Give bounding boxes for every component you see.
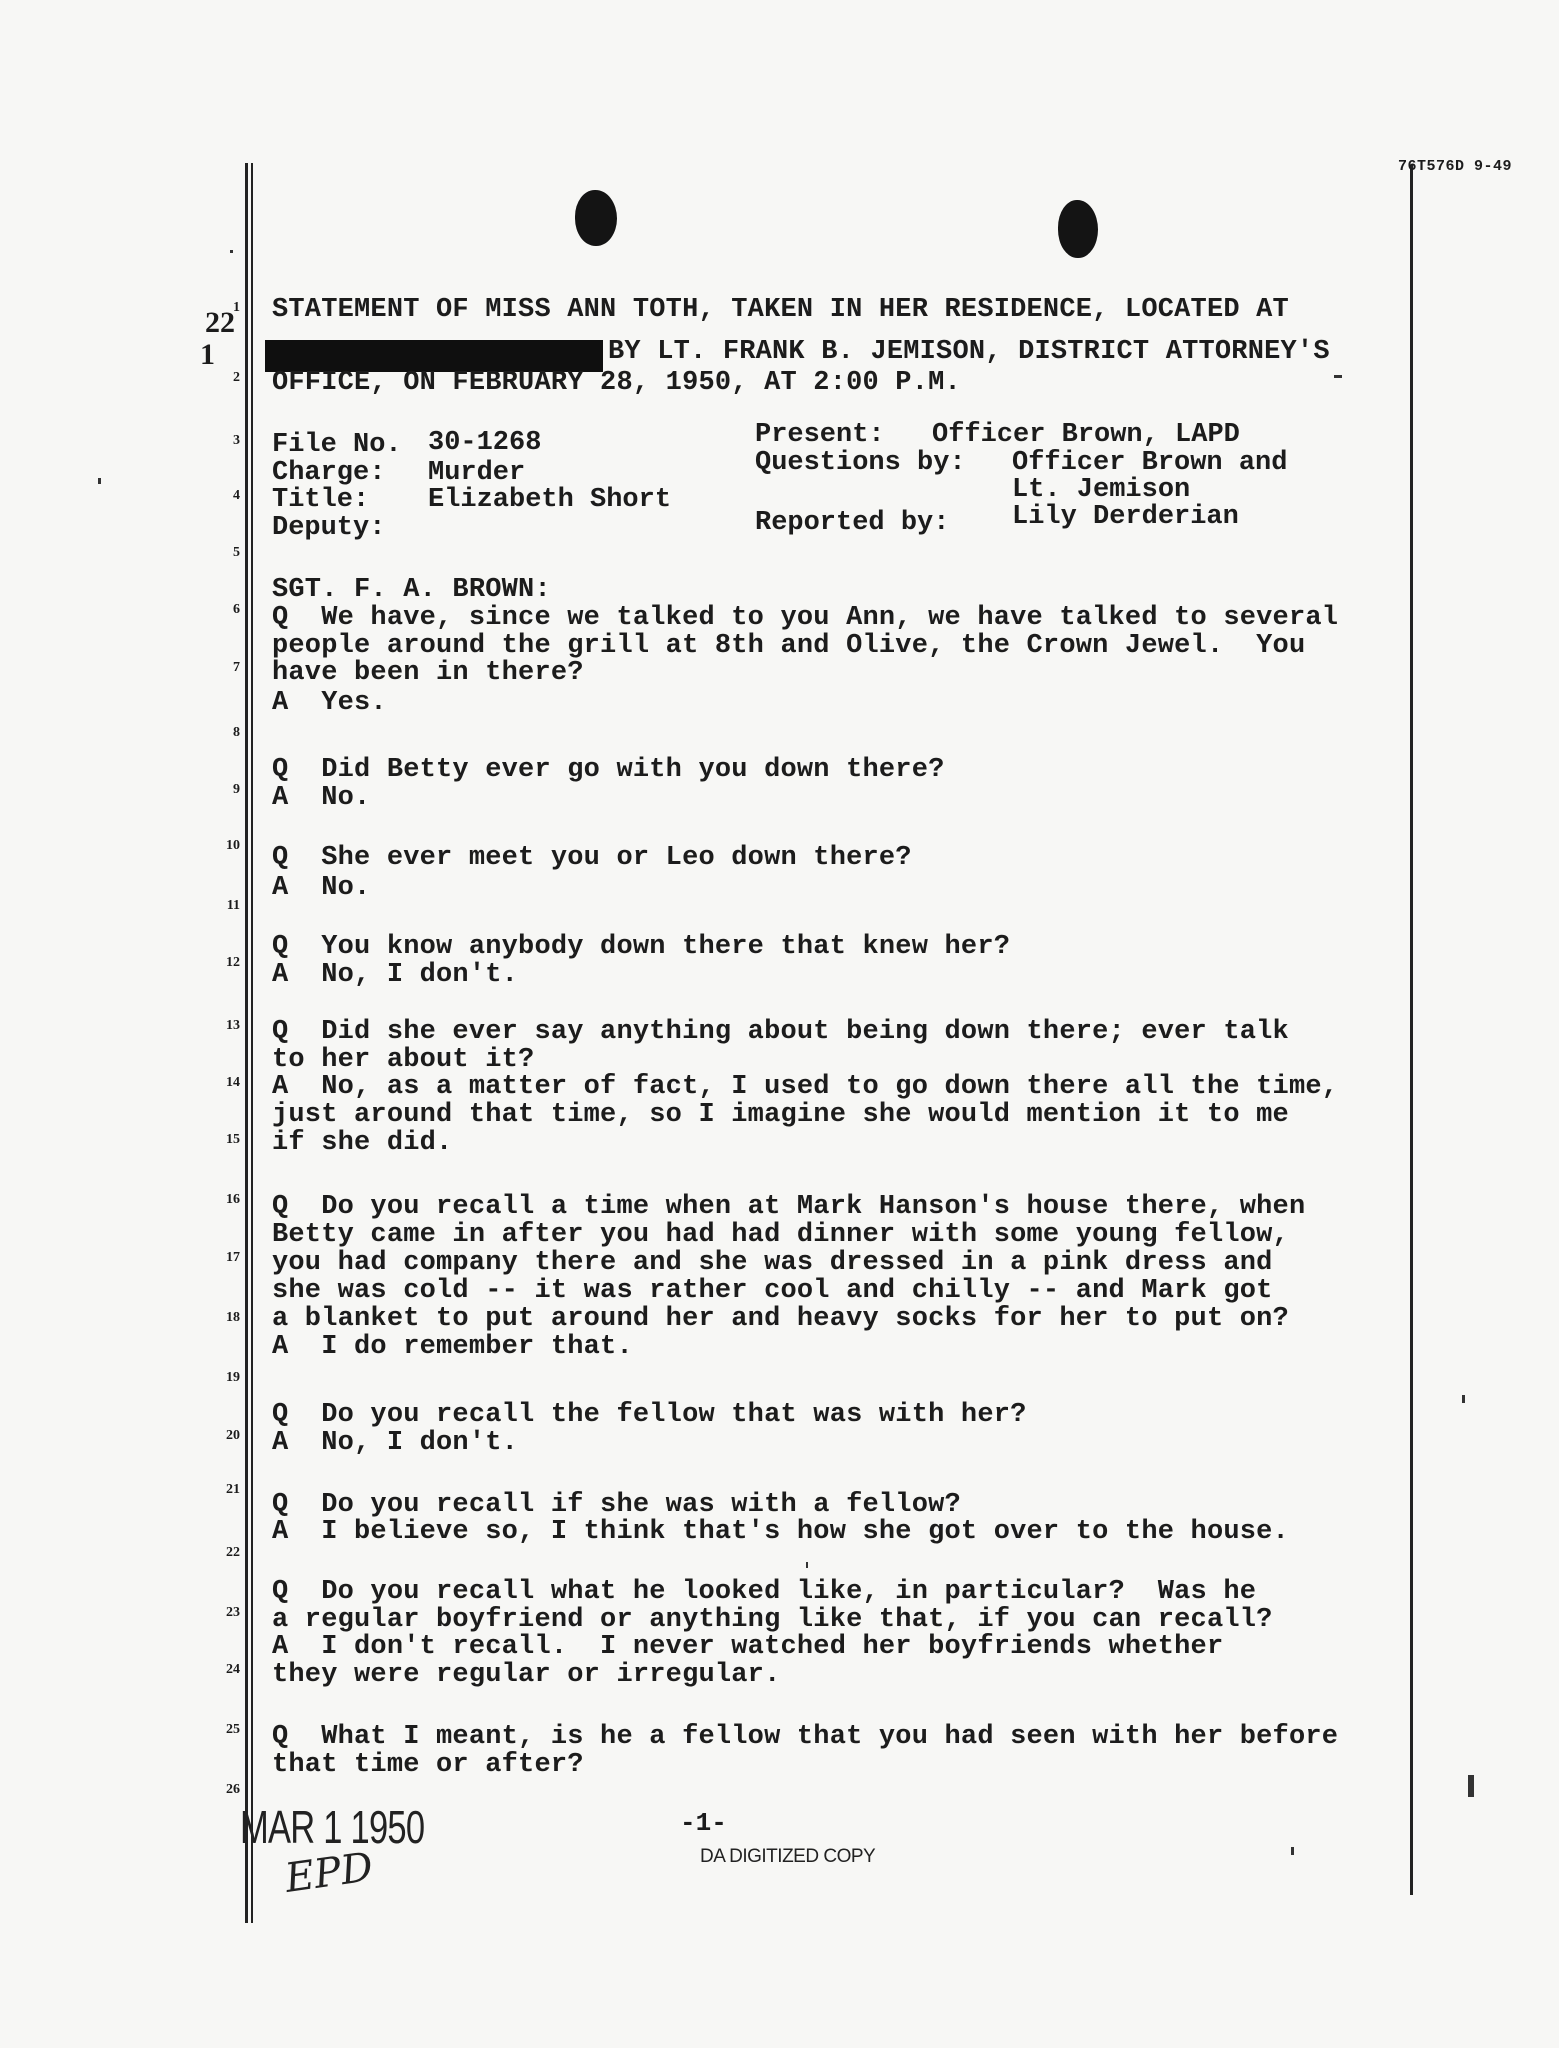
line-number: 19 <box>226 1370 240 1385</box>
header-line-2: BY LT. FRANK B. JEMISON, DISTRICT ATTORNEY'S <box>608 337 1330 367</box>
transcript-line: Q Did she ever say anything about being down there; ever talk <box>272 1017 1289 1047</box>
transcript-line: Q What I meant, is he a fellow that you had seen with her before <box>272 1722 1339 1752</box>
line-number: 16 <box>226 1192 240 1207</box>
charge-value: Murder <box>428 458 526 488</box>
transcript-line: A Yes. <box>272 688 387 718</box>
line-number: 9 <box>233 782 240 797</box>
transcript-line: Betty came in after you had had dinner with some young fellow, <box>272 1220 1289 1250</box>
transcript-line: if she did. <box>272 1128 453 1158</box>
line-number: 21 <box>226 1482 240 1497</box>
transcript-line: A I do remember that. <box>272 1332 633 1362</box>
title-label: Title: <box>272 485 370 515</box>
line-number: 15 <box>226 1132 240 1147</box>
line-number: 18 <box>226 1310 240 1325</box>
transcript-line: A No. <box>272 873 371 903</box>
line-number: 11 <box>226 898 240 913</box>
header-line-1: STATEMENT OF MISS ANN TOTH, TAKEN IN HER RESIDENCE, LOCATED AT <box>272 295 1289 325</box>
transcript-line: Q Did Betty ever go with you down there? <box>272 755 945 785</box>
transcript-line: Q You know anybody down there that knew her? <box>272 932 1011 962</box>
handwritten-initials: EPD <box>282 1844 376 1902</box>
line-number: 23 <box>226 1605 240 1620</box>
page-mark-bottom: 1 <box>200 338 215 371</box>
charge-label: Charge: <box>272 458 386 488</box>
line-number: 5 <box>233 545 240 560</box>
scan-speck <box>1468 1775 1474 1797</box>
transcript-line: that time or after? <box>272 1750 584 1780</box>
line-number: 25 <box>226 1722 240 1737</box>
transcript-line: to her about it? <box>272 1045 535 1075</box>
scan-speck <box>98 478 101 484</box>
questions-value-2: Lt. Jemison <box>1012 475 1191 505</box>
header-line-3: OFFICE, ON FEBRUARY 28, 1950, AT 2:00 P.M. <box>272 368 961 398</box>
title-value: Elizabeth Short <box>428 485 672 515</box>
transcript-line: A No, I don't. <box>272 960 519 990</box>
line-number: 12 <box>226 955 240 970</box>
scan-speck <box>1291 1847 1294 1855</box>
line-number: 1 <box>233 300 240 315</box>
transcript-line: have been in there? <box>272 658 584 688</box>
line-number: 2 <box>233 370 240 385</box>
line-number: 14 <box>226 1075 240 1090</box>
line-number: 3 <box>233 433 240 448</box>
transcript-line: Q Do you recall if she was with a fellow? <box>272 1490 961 1520</box>
form-code: 76T576D 9-49 <box>1398 158 1513 175</box>
line-number: 4 <box>233 488 240 503</box>
page-number: -1- <box>680 1808 727 1838</box>
file-no-label: File No. <box>272 430 402 460</box>
scan-speck <box>1462 1395 1465 1403</box>
speaker-label: SGT. F. A. BROWN: <box>272 575 551 605</box>
line-number: 6 <box>233 602 240 617</box>
line-number: 26 <box>226 1782 240 1797</box>
margin-rule-left-inner <box>251 163 253 1923</box>
transcript-line: a regular boyfriend or anything like that, if you can recall? <box>272 1605 1273 1635</box>
transcript-line: a blanket to put around her and heavy socks for her to put on? <box>272 1304 1289 1334</box>
line-number: 8 <box>233 725 240 740</box>
transcript-line: Q Do you recall a time when at Mark Hanson's house there, when <box>272 1192 1306 1222</box>
digitized-copy-label: DA DIGITIZED COPY <box>700 1846 876 1867</box>
transcript-line: you had company there and she was dressed in a pink dress and <box>272 1248 1273 1278</box>
margin-rule-right <box>1410 165 1413 1895</box>
page-mark-top: 22 <box>205 306 235 339</box>
transcript-line: Q We have, since we talked to you Ann, we have talked to several <box>272 603 1339 633</box>
questions-value-1: Officer Brown and <box>1012 448 1288 478</box>
deputy-label: Deputy: <box>272 513 386 543</box>
transcript-line: she was cold -- it was rather cool and chilly -- and Mark got <box>272 1276 1273 1306</box>
line-number: 10 <box>226 838 240 853</box>
transcript-line: Q Do you recall what he looked like, in particular? Was he <box>272 1577 1257 1607</box>
transcript-line: just around that time, so I imagine she would mention it to me <box>272 1100 1289 1130</box>
transcript-line: they were regular or irregular. <box>272 1660 781 1690</box>
file-no-value: 30-1268 <box>428 428 542 458</box>
line-number: 13 <box>226 1018 240 1033</box>
reported-label: Reported by: <box>755 508 950 538</box>
present-value: Officer Brown, LAPD <box>932 420 1240 450</box>
punch-hole-icon <box>1058 200 1098 258</box>
scan-speck <box>230 250 233 253</box>
scan-speck <box>806 1562 808 1568</box>
reported-value: Lily Derderian <box>1012 502 1239 532</box>
transcript-line: people around the grill at 8th and Olive, the Crown Jewel. You <box>272 631 1306 661</box>
line-number: 7 <box>233 660 240 675</box>
transcript-line: Q She ever meet you or Leo down there? <box>272 843 912 873</box>
line-number: 20 <box>226 1428 240 1443</box>
questions-label: Questions by: <box>755 448 966 478</box>
transcript-line: A No, I don't. <box>272 1428 519 1458</box>
punch-hole-icon <box>575 190 617 246</box>
transcript-line: A No. <box>272 783 371 813</box>
margin-rule-left <box>245 163 248 1923</box>
present-label: Present: <box>755 420 885 450</box>
transcript-line: Q Do you recall the fellow that was with her? <box>272 1400 1027 1430</box>
transcript-line: A I believe so, I think that's how she got over to the house. <box>272 1517 1289 1547</box>
transcript-line: A No, as a matter of fact, I used to go down there all the time, <box>272 1072 1339 1102</box>
scan-speck <box>1334 375 1342 378</box>
transcript-line: A I don't recall. I never watched her boyfriends whether <box>272 1632 1224 1662</box>
received-date-stamp: MAR 1 1950 <box>240 1801 425 1853</box>
line-number: 17 <box>226 1250 240 1265</box>
line-number: 22 <box>226 1545 240 1560</box>
line-number: 24 <box>226 1662 240 1677</box>
